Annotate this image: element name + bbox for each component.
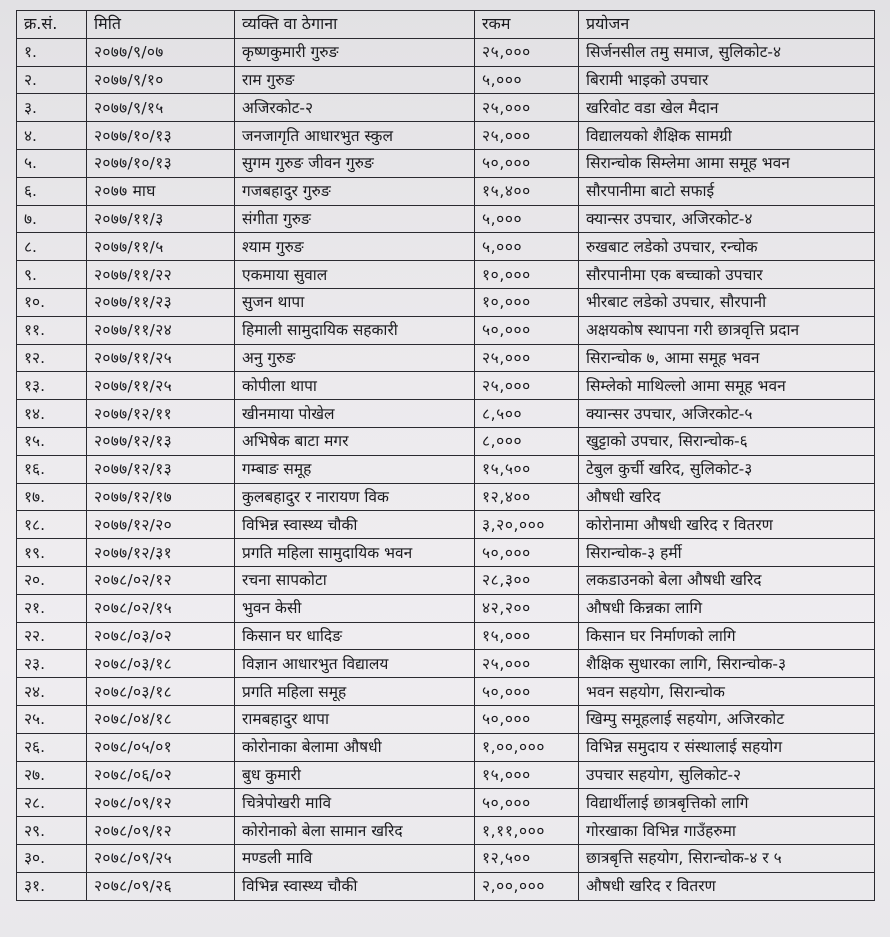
serial-number-cell: १५.: [17, 427, 87, 455]
date-cell: २०७८/०२/१५: [87, 594, 235, 622]
person-or-place-cell: सुजन थापा: [235, 288, 475, 316]
header-date: मिति: [87, 11, 235, 39]
date-cell: २०७७/११/२५: [87, 372, 235, 400]
person-or-place-cell: किसान घर धादिङ: [235, 622, 475, 650]
date-cell: २०७७/१२/१३: [87, 427, 235, 455]
donation-ledger-table: [16, 10, 875, 901]
serial-number-cell: २८.: [17, 789, 87, 817]
table-row: [17, 261, 875, 289]
amount-cell: १२,५००: [475, 844, 579, 872]
serial-number-cell: १८.: [17, 511, 87, 539]
purpose-cell: लकडाउनको बेला औषधी खरिद: [579, 566, 875, 594]
amount-cell: २५,०००: [475, 38, 579, 66]
serial-number-cell: २.: [17, 66, 87, 94]
date-cell: २०७८/०९/२५: [87, 844, 235, 872]
date-cell: २०७८/०३/१८: [87, 650, 235, 678]
date-cell: २०७७/१०/१३: [87, 122, 235, 150]
purpose-cell: खिम्पु समूहलाई सहयोग, अजिरकोट: [579, 705, 875, 733]
purpose-cell: औषधी खरिद र वितरण: [579, 872, 875, 900]
serial-number-cell: १२.: [17, 344, 87, 372]
table-row: [17, 455, 875, 483]
amount-cell: ८,५००: [475, 400, 579, 428]
amount-cell: १५,५००: [475, 455, 579, 483]
amount-cell: २५,०००: [475, 122, 579, 150]
table-row: [17, 733, 875, 761]
table-row: [17, 789, 875, 817]
serial-number-cell: ८.: [17, 233, 87, 261]
serial-number-cell: २२.: [17, 622, 87, 650]
serial-number-cell: २३.: [17, 650, 87, 678]
serial-number-cell: २०.: [17, 566, 87, 594]
purpose-cell: विद्यालयको शैक्षिक सामग्री: [579, 122, 875, 150]
person-or-place-cell: संगीता गुरुङ: [235, 205, 475, 233]
purpose-cell: सौरपानीमा बाटो सफाई: [579, 177, 875, 205]
purpose-cell: खरिवोट वडा खेल मैदान: [579, 94, 875, 122]
person-or-place-cell: बुध कुमारी: [235, 761, 475, 789]
date-cell: २०७८/०४/१८: [87, 705, 235, 733]
person-or-place-cell: एकमाया सुवाल: [235, 261, 475, 289]
table-row: [17, 483, 875, 511]
amount-cell: ५०,०००: [475, 149, 579, 177]
date-cell: २०७७/१२/११: [87, 400, 235, 428]
purpose-cell: बिरामी भाइको उपचार: [579, 66, 875, 94]
amount-cell: ५,०००: [475, 66, 579, 94]
purpose-cell: सिरान्चोक सिम्लेमा आमा समूह भवन: [579, 149, 875, 177]
date-cell: २०७७/९/०७: [87, 38, 235, 66]
table-row: [17, 233, 875, 261]
purpose-cell: अक्षयकोष स्थापना गरी छात्रवृत्ति प्रदान: [579, 316, 875, 344]
serial-number-cell: ३०.: [17, 844, 87, 872]
serial-number-cell: ९.: [17, 261, 87, 289]
person-or-place-cell: अनु गुरुङ: [235, 344, 475, 372]
date-cell: २०७७/११/२४: [87, 316, 235, 344]
amount-cell: ५०,०००: [475, 678, 579, 706]
person-or-place-cell: श्याम गुरुङ: [235, 233, 475, 261]
serial-number-cell: १.: [17, 38, 87, 66]
table-row: [17, 650, 875, 678]
amount-cell: २,००,०००: [475, 872, 579, 900]
amount-cell: ५०,०००: [475, 539, 579, 567]
date-cell: २०७८/०२/१२: [87, 566, 235, 594]
serial-number-cell: ४.: [17, 122, 87, 150]
header-row: [17, 11, 875, 39]
person-or-place-cell: रचना सापकोटा: [235, 566, 475, 594]
person-or-place-cell: हिमाली सामुदायिक सहकारी: [235, 316, 475, 344]
date-cell: २०७७/११/३: [87, 205, 235, 233]
person-or-place-cell: गजबहादुर गुरुङ: [235, 177, 475, 205]
table-row: [17, 539, 875, 567]
amount-cell: १०,०००: [475, 288, 579, 316]
purpose-cell: गोरखाका विभिन्न गाउँहरुमा: [579, 817, 875, 845]
table-row: [17, 38, 875, 66]
date-cell: २०७८/०३/१८: [87, 678, 235, 706]
table-row: [17, 94, 875, 122]
table-row: [17, 427, 875, 455]
amount-cell: २५,०००: [475, 94, 579, 122]
person-or-place-cell: कृष्णकुमारी गुरुङ: [235, 38, 475, 66]
serial-number-cell: १७.: [17, 483, 87, 511]
table-row: [17, 566, 875, 594]
person-or-place-cell: जनजागृति आधारभुत स्कुल: [235, 122, 475, 150]
date-cell: २०७७/१२/३१: [87, 539, 235, 567]
amount-cell: १५,४००: [475, 177, 579, 205]
serial-number-cell: १४.: [17, 400, 87, 428]
purpose-cell: छात्रबृत्ति सहयोग, सिरान्चोक-४ र ५: [579, 844, 875, 872]
table-row: [17, 761, 875, 789]
date-cell: २०७७/९/१५: [87, 94, 235, 122]
amount-cell: ४२,२००: [475, 594, 579, 622]
person-or-place-cell: सुगम गुरुङ जीवन गुरुङ: [235, 149, 475, 177]
purpose-cell: सिरान्चोक-३ हर्मी: [579, 539, 875, 567]
person-or-place-cell: मण्डली मावि: [235, 844, 475, 872]
header-purpose: प्रयोजन: [579, 11, 875, 39]
amount-cell: ८,०००: [475, 427, 579, 455]
purpose-cell: क्यान्सर उपचार, अजिरकोट-४: [579, 205, 875, 233]
purpose-cell: खुट्टाको उपचार, सिरान्चोक-६: [579, 427, 875, 455]
date-cell: २०७७/१२/२०: [87, 511, 235, 539]
amount-cell: ५०,०००: [475, 789, 579, 817]
table-row: [17, 705, 875, 733]
serial-number-cell: २१.: [17, 594, 87, 622]
amount-cell: ५,०००: [475, 205, 579, 233]
serial-number-cell: ६.: [17, 177, 87, 205]
person-or-place-cell: चित्रेपोखरी मावि: [235, 789, 475, 817]
person-or-place-cell: कोपीला थापा: [235, 372, 475, 400]
purpose-cell: कोरोनामा औषधी खरिद र वितरण: [579, 511, 875, 539]
date-cell: २०७७/११/२२: [87, 261, 235, 289]
amount-cell: २५,०००: [475, 344, 579, 372]
amount-cell: २५,०००: [475, 650, 579, 678]
purpose-cell: किसान घर निर्माणको लागि: [579, 622, 875, 650]
table-row: [17, 205, 875, 233]
serial-number-cell: ३.: [17, 94, 87, 122]
amount-cell: १०,०००: [475, 261, 579, 289]
person-or-place-cell: प्रगति महिला समूह: [235, 678, 475, 706]
purpose-cell: सिर्जनसील तमु समाज, सुलिकोट-४: [579, 38, 875, 66]
amount-cell: १२,४००: [475, 483, 579, 511]
serial-number-cell: १०.: [17, 288, 87, 316]
table-row: [17, 622, 875, 650]
person-or-place-cell: विभिन्न स्वास्थ्य चौकी: [235, 872, 475, 900]
date-cell: २०७८/०९/१२: [87, 789, 235, 817]
table-row: [17, 844, 875, 872]
purpose-cell: शैक्षिक सुधारका लागि, सिरान्चोक-३: [579, 650, 875, 678]
person-or-place-cell: राम गुरुङ: [235, 66, 475, 94]
table-row: [17, 511, 875, 539]
table-row: [17, 66, 875, 94]
table-row: [17, 400, 875, 428]
purpose-cell: विभिन्न समुदाय र संस्थालाई सहयोग: [579, 733, 875, 761]
person-or-place-cell: विज्ञान आधारभुत विद्यालय: [235, 650, 475, 678]
purpose-cell: सिरान्चोक ७, आमा समूह भवन: [579, 344, 875, 372]
amount-cell: २८,३००: [475, 566, 579, 594]
date-cell: २०७८/०९/१२: [87, 817, 235, 845]
person-or-place-cell: अजिरकोट-२: [235, 94, 475, 122]
date-cell: २०७७/१२/१७: [87, 483, 235, 511]
person-or-place-cell: प्रगति महिला सामुदायिक भवन: [235, 539, 475, 567]
table-row: [17, 372, 875, 400]
purpose-cell: सिम्लेको माथिल्लो आमा समूह भवन: [579, 372, 875, 400]
person-or-place-cell: खीनमाया पोखेल: [235, 400, 475, 428]
person-or-place-cell: कोरोनाको बेला सामान खरिद: [235, 817, 475, 845]
table-row: [17, 288, 875, 316]
date-cell: २०७८/०३/०२: [87, 622, 235, 650]
amount-cell: ५०,०००: [475, 705, 579, 733]
table-row: [17, 149, 875, 177]
serial-number-cell: २४.: [17, 678, 87, 706]
purpose-cell: औषधी किन्नका लागि: [579, 594, 875, 622]
table-row: [17, 594, 875, 622]
date-cell: २०७८/०५/०१: [87, 733, 235, 761]
person-or-place-cell: कोरोनाका बेलामा औषधी: [235, 733, 475, 761]
date-cell: २०७७/९/१०: [87, 66, 235, 94]
purpose-cell: औषधी खरिद: [579, 483, 875, 511]
amount-cell: ५,०००: [475, 233, 579, 261]
table-row: [17, 316, 875, 344]
serial-number-cell: ११.: [17, 316, 87, 344]
table-row: [17, 817, 875, 845]
table-row: [17, 678, 875, 706]
person-or-place-cell: गम्बाङ समूह: [235, 455, 475, 483]
purpose-cell: उपचार सहयोग, सुलिकोट-२: [579, 761, 875, 789]
date-cell: २०७७/१०/१३: [87, 149, 235, 177]
person-or-place-cell: विभिन्न स्वास्थ्य चौकी: [235, 511, 475, 539]
serial-number-cell: २५.: [17, 705, 87, 733]
person-or-place-cell: भुवन केसी: [235, 594, 475, 622]
purpose-cell: टेबुल कुर्ची खरिद, सुलिकोट-३: [579, 455, 875, 483]
date-cell: २०७७/११/२५: [87, 344, 235, 372]
purpose-cell: भीरबाट लडेको उपचार, सौरपानी: [579, 288, 875, 316]
table-row: [17, 872, 875, 900]
table-row: [17, 122, 875, 150]
amount-cell: १५,०००: [475, 622, 579, 650]
person-or-place-cell: रामबहादुर थापा: [235, 705, 475, 733]
purpose-cell: विद्यार्थीलाई छात्रबृत्तिको लागि: [579, 789, 875, 817]
serial-number-cell: १९.: [17, 539, 87, 567]
purpose-cell: सौरपानीमा एक बच्चाको उपचार: [579, 261, 875, 289]
amount-cell: २५,०००: [475, 372, 579, 400]
date-cell: २०७७ माघ: [87, 177, 235, 205]
person-or-place-cell: अभिषेक बाटा मगर: [235, 427, 475, 455]
serial-number-cell: २६.: [17, 733, 87, 761]
purpose-cell: रुखबाट लडेको उपचार, रन्चोक: [579, 233, 875, 261]
date-cell: २०७७/११/२३: [87, 288, 235, 316]
date-cell: २०७७/११/५: [87, 233, 235, 261]
header-person-or-place: व्यक्ति वा ठेगाना: [235, 11, 475, 39]
purpose-cell: क्यान्सर उपचार, अजिरकोट-५: [579, 400, 875, 428]
serial-number-cell: २७.: [17, 761, 87, 789]
serial-number-cell: १३.: [17, 372, 87, 400]
serial-number-cell: ५.: [17, 149, 87, 177]
amount-cell: ३,२०,०००: [475, 511, 579, 539]
serial-number-cell: ७.: [17, 205, 87, 233]
date-cell: २०७८/०९/२६: [87, 872, 235, 900]
serial-number-cell: ३१.: [17, 872, 87, 900]
person-or-place-cell: कुलबहादुर र नारायण विक: [235, 483, 475, 511]
date-cell: २०७७/१२/१३: [87, 455, 235, 483]
purpose-cell: भवन सहयोग, सिरान्चोक: [579, 678, 875, 706]
amount-cell: १५,०००: [475, 761, 579, 789]
table-row: [17, 177, 875, 205]
ledger-body: [17, 38, 875, 900]
header-serial-number: क्र.सं.: [17, 11, 87, 39]
serial-number-cell: २९.: [17, 817, 87, 845]
table-row: [17, 344, 875, 372]
amount-cell: ५०,०००: [475, 316, 579, 344]
amount-cell: १,००,०००: [475, 733, 579, 761]
header-amount: रकम: [475, 11, 579, 39]
amount-cell: १,११,०००: [475, 817, 579, 845]
serial-number-cell: १६.: [17, 455, 87, 483]
date-cell: २०७८/०६/०२: [87, 761, 235, 789]
